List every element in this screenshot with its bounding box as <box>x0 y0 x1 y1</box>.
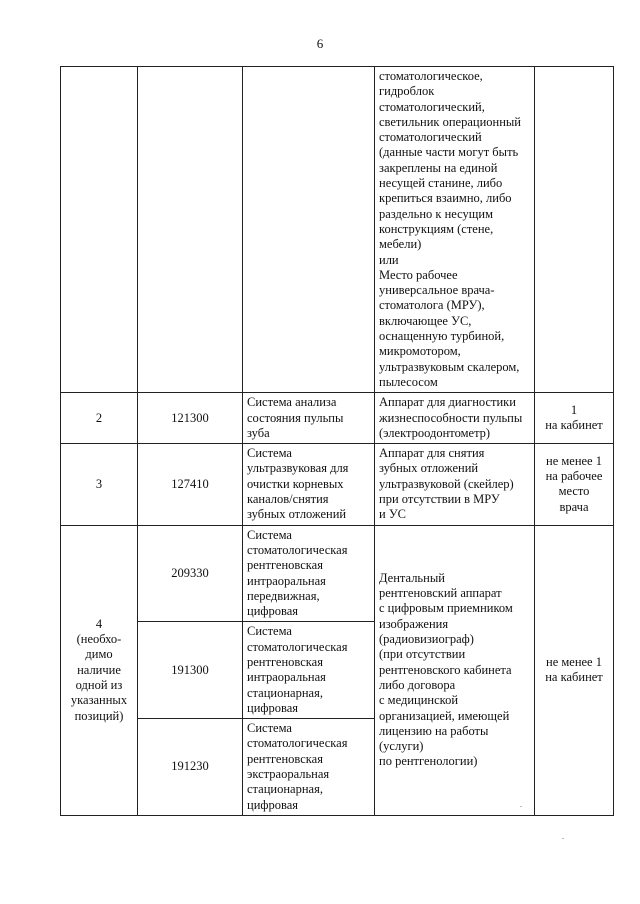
nomenclature-code: 191300 <box>171 662 209 677</box>
system-line: Система анализа <box>247 395 337 410</box>
equipment-line: конструкциям (стене, <box>379 221 494 236</box>
table-row-2 <box>61 393 614 444</box>
system-line: Система <box>247 527 292 542</box>
system-cell <box>243 525 375 622</box>
amount-line: не менее 1 <box>546 453 602 468</box>
table-row-continued <box>61 67 614 393</box>
equipment-line: и УС <box>379 507 407 522</box>
row-number-note: позиций) <box>74 708 124 723</box>
equipment-line: (данные части могут быть <box>379 145 519 160</box>
nomenclature-code: 209330 <box>171 565 209 580</box>
table-row-4a <box>61 525 614 622</box>
equipment-line: несущей станине, либо <box>379 176 503 191</box>
equipment-line: микромотором, <box>379 344 461 359</box>
system-line: стоматологическая <box>247 542 348 557</box>
system-cell <box>243 622 375 719</box>
code-cell <box>138 444 243 525</box>
equipment-line: (услуги) <box>379 739 424 754</box>
row-number-cell <box>61 67 138 393</box>
equipment-line: Место рабочее <box>379 267 458 282</box>
equipment-line: закреплены на единой <box>379 160 498 175</box>
equipment-line: ультразвуковым скалером, <box>379 359 520 374</box>
amount-line: на рабочее <box>545 469 603 484</box>
equipment-line: Дентальный <box>379 570 445 585</box>
equipment-line: с медицинской <box>379 693 459 708</box>
equipment-line: стоматологический, <box>379 99 485 114</box>
system-line: цифровая <box>247 797 299 812</box>
system-line: цифровая <box>247 604 299 619</box>
equipment-line: организацией, имеющей <box>379 708 510 723</box>
row-number-note: (необхо- <box>76 632 122 647</box>
equipment-line: (электроодонтометр) <box>379 425 491 440</box>
scan-speck <box>520 806 522 807</box>
equipment-line: Аппарат для снятия <box>379 446 485 461</box>
equipment-line: стоматологический <box>379 130 482 145</box>
equipment-line: светильник операционный <box>379 114 521 129</box>
equipment-line: включающее УС, <box>379 313 472 328</box>
equipment-line: зубных отложений <box>379 461 479 476</box>
code-cell <box>138 719 243 816</box>
system-cell <box>243 393 375 444</box>
equipment-line: рентгеновский аппарат <box>379 586 502 601</box>
code-cell <box>138 525 243 622</box>
row-number-note: димо <box>85 647 113 662</box>
system-line: зуба <box>247 425 270 440</box>
equipment-line: рентгеновского кабинета <box>379 662 512 677</box>
equipment-line: либо договора <box>379 677 456 692</box>
page-number: 6 <box>316 36 324 51</box>
system-line: рентгеновская <box>247 751 323 766</box>
equipment-cell <box>375 67 535 393</box>
equipment-line: гидроблок <box>379 84 435 99</box>
row-number-note: одной из <box>75 677 123 692</box>
row-number: 2 <box>95 410 103 425</box>
amount-line: на кабинет <box>545 418 603 433</box>
equipment-cell <box>375 444 535 525</box>
system-line: передвижная, <box>247 588 320 603</box>
system-cell <box>243 67 375 393</box>
system-line: очистки корневых <box>247 476 344 491</box>
equipment-line: с цифровым приемником <box>379 601 513 616</box>
amount-line: на кабинет <box>545 670 603 685</box>
system-line: интраоральная <box>247 670 326 685</box>
equipment-line: универсальное врача- <box>379 283 495 298</box>
equipment-line: или <box>379 252 399 267</box>
equipment-line: стоматологическое, <box>379 69 483 83</box>
system-line: стоматологическая <box>247 639 348 654</box>
row-number-cell <box>61 525 138 815</box>
equipment-line: (радиовизиограф) <box>379 632 474 647</box>
amount-line: 1 <box>570 402 578 417</box>
system-line: цифровая <box>247 700 299 715</box>
system-line: ультразвуковая для <box>247 461 349 476</box>
system-line: стационарная, <box>247 782 323 797</box>
nomenclature-code: 121300 <box>171 410 209 425</box>
equipment-line: пылесосом <box>379 374 438 389</box>
system-line: состояния пульпы <box>247 410 344 425</box>
amount-line: врача <box>559 499 589 514</box>
equipment-line: изображения <box>379 616 449 631</box>
amount-line: не менее 1 <box>546 654 602 669</box>
scan-speck <box>562 838 564 839</box>
amount-line: место <box>558 484 590 499</box>
system-cell <box>243 444 375 525</box>
system-line: Система <box>247 721 292 736</box>
system-line: Система <box>247 446 292 461</box>
equipment-line: (при отсутствии <box>379 647 466 662</box>
equipment-line: при отсутствии в МРУ <box>379 492 500 507</box>
equipment-line: жизнеспособности пульпы <box>379 410 523 425</box>
row-number-cell <box>61 393 138 444</box>
system-line: интраоральная <box>247 573 326 588</box>
equipment-line: стоматолога (МРУ), <box>379 298 485 313</box>
code-cell <box>138 67 243 393</box>
equipment-table <box>60 66 614 816</box>
system-line: стационарная, <box>247 685 323 700</box>
equipment-line: оснащенную турбиной, <box>379 329 505 344</box>
system-line: рентгеновская <box>247 654 323 669</box>
system-line: Система <box>247 624 292 639</box>
system-line: стоматологическая <box>247 736 348 751</box>
equipment-line: по рентгенологии) <box>379 754 478 769</box>
row-number-cell <box>61 444 138 525</box>
system-line: зубных отложений <box>247 507 347 522</box>
system-line: каналов/снятия <box>247 492 329 507</box>
equipment-line: ультразвуковой (скейлер) <box>379 476 514 491</box>
amount-cell <box>535 67 614 393</box>
system-line: рентгеновская <box>247 558 323 573</box>
equipment-line: Аппарат для диагностики <box>379 395 516 410</box>
equipment-line: раздельно к несущим <box>379 206 494 221</box>
row-number: 3 <box>95 476 103 491</box>
system-line: экстраоральная <box>247 767 330 782</box>
row-number: 4 <box>95 616 103 631</box>
row-number-note: наличие <box>77 662 121 677</box>
equipment-line: лицензию на работы <box>379 723 489 738</box>
nomenclature-code: 127410 <box>171 476 209 491</box>
equipment-line: крепиться взаимно, либо <box>379 191 512 206</box>
code-cell <box>138 622 243 719</box>
amount-cell <box>535 525 614 815</box>
amount-cell <box>535 393 614 444</box>
nomenclature-code: 191230 <box>171 759 209 774</box>
row-number-note: указанных <box>70 693 128 708</box>
equipment-line: мебели) <box>379 237 422 252</box>
amount-cell <box>535 444 614 525</box>
table-row-3 <box>61 444 614 525</box>
code-cell <box>138 393 243 444</box>
system-cell <box>243 719 375 816</box>
equipment-cell <box>375 393 535 444</box>
equipment-cell <box>375 525 535 815</box>
